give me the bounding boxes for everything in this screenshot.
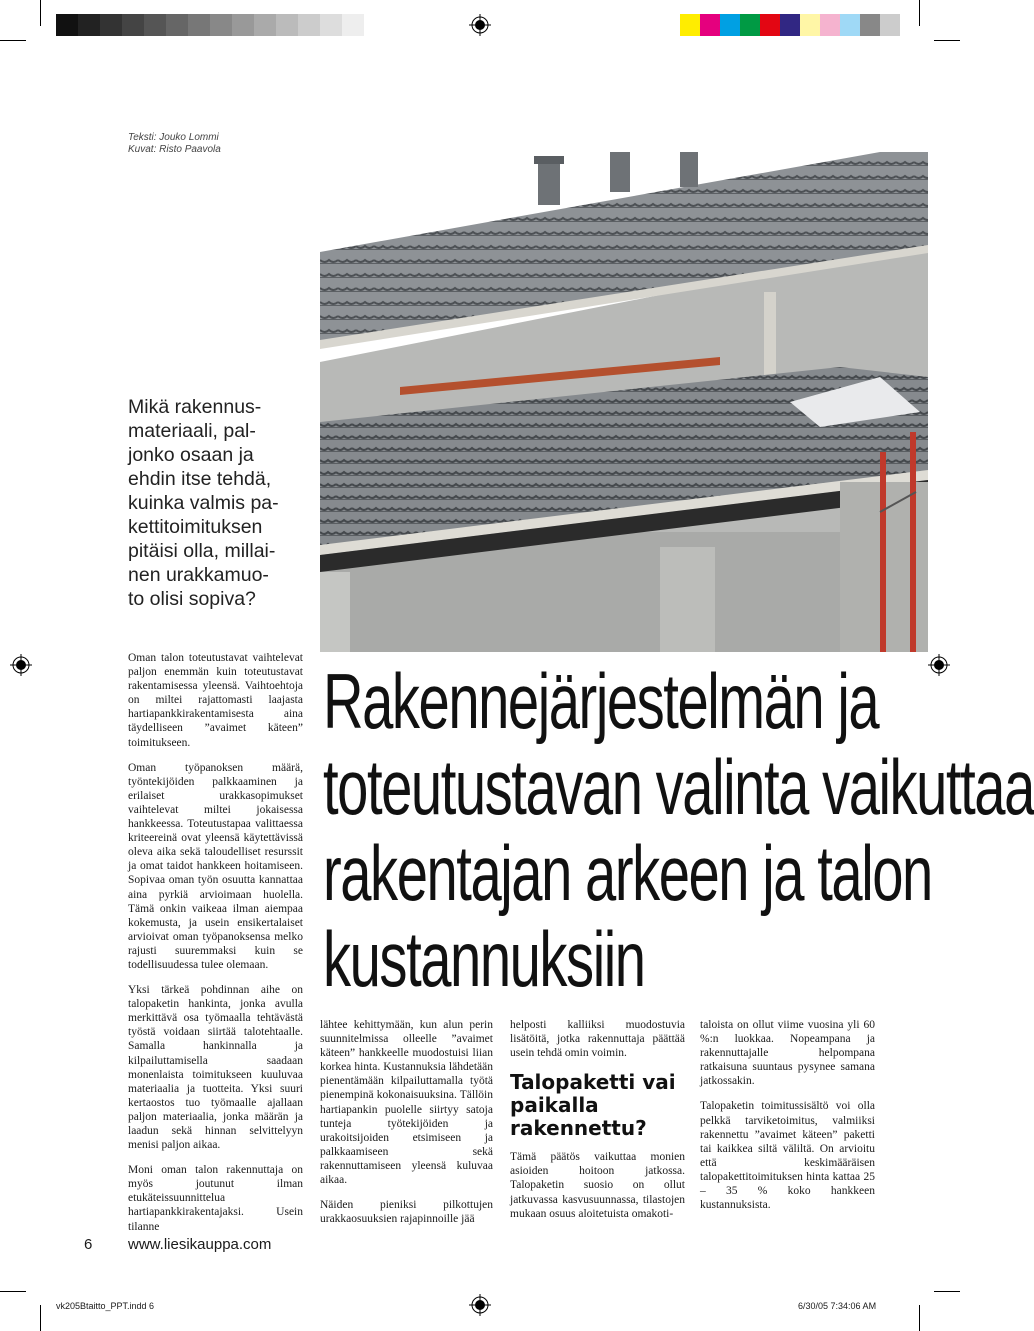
headline-line: kustannuksiin — [323, 915, 645, 1003]
paragraph: Oman työpanoksen määrä, työntekijöiden palkkaaminen ja erilaiset urakkasopimukset vaihtelevat miltei jokaisessa hankkeessa. Toteutustapaa valittaessa kriteereinä ovat yleensä käytettävissä oleva aika sekä taloudelliset resurssit ja omat taidot hankkeen hoitamiseen. Sopivaa oman työn osuutta kannattaa aina pyrkiä arvioimaan huolella. Tämä onkin vaikeaa ilman aiempaa kokemusta, ja usein ensikertalaiset arvioivat oman työpanoksensa melko rajusti suuremmaksi kuin se todellisuudessa tulee olemaan. — [128, 761, 303, 971]
slug-filename: vk205Btaitto_PPT.indd 6 — [56, 1301, 155, 1311]
lead-line: pitäisi olla, millai- — [128, 540, 276, 562]
website-url: www.liesikauppa.com — [128, 1236, 272, 1253]
photo-credit: Kuvat: Risto Paavola — [128, 144, 221, 155]
lead-paragraph — [128, 395, 303, 611]
paragraph: Moni oman talon rakennuttaja on myös joutunut ilman etukäteissuunnittelua hartiapankkirakentajaksi. Usein tilanne — [128, 1164, 303, 1233]
paragraph: Yksi tärkeä pohdinnan aihe on talopaketin hankinta, jonka avulla merkittävä osa työmaalla tehtävästä työstä voidaan siirtää talotehtaalle. Samalla hankinnalla ja kilpailuttamisella saadaan monenlaista toimitukseen kuuluvaa materiaalia ja tuotteita. Yksi suuri kertaostos tuo työmaalle ajallaan paljon materiaalia, jonka määrän ja laadun sekä hinnan selvittelyyn menisi paljon aikaa. — [128, 984, 303, 1152]
paragraph: helposti kalliiksi muodostuvia lisätöitä, jotka rakennuttaja päättää usein tehdä omin voimin. — [510, 1019, 685, 1060]
paragraph: Tämä päätös vaikuttaa monien asioiden hoitoon jatkossa. Talopaketin suosio on ollut jatkuvassa kasvusuunnassa, tilastojen mukaan osuus aloitetuista omakoti- — [510, 1151, 685, 1220]
headline — [323, 657, 1034, 1013]
paragraph: Näiden pieniksi pilkottujen urakkaosuuksien rajapinnoille jää — [320, 1199, 493, 1226]
lead-line: kuinka valmis pa- — [128, 492, 279, 514]
registration-mark-right — [928, 654, 950, 676]
lead-line: ehdin itse tehdä, — [128, 468, 272, 490]
body-column-1 — [128, 651, 303, 1245]
paragraph: Oman talon toteutustavat vaihtelevat paljon enemmän kuin toteutustavat rakentamisessa yleensä. Vaihtoehtoja on miltei rajattomasti laajasta hartiapankkirakentamisesta aina täydelliseen ”avaimet käteen” toimitukseen. — [128, 652, 303, 749]
lead-line: jonko osaan ja — [128, 444, 254, 466]
text-credit: Teksti: Jouko Lommi — [128, 132, 219, 143]
body-column-2 — [320, 1018, 493, 1237]
lead-line: kettitoimituksen — [128, 516, 263, 538]
headline-line: toteutustavan valinta vaikuttaa — [323, 743, 1034, 831]
slug-datetime: 6/30/05 7:34:06 AM — [798, 1301, 877, 1311]
paragraph: taloista on ollut viime vuosina yli 60 %:n luokkaa. Nopeampana ja rakennuttajalle helpompana ratkaisuna suuntaus pysynee samana jatkossakin. — [700, 1019, 875, 1088]
article-credits — [128, 132, 221, 156]
lead-line: to olisi sopiva? — [128, 588, 256, 610]
lead-line: nen urakkamuo- — [128, 564, 269, 586]
body-column-4 — [700, 1018, 875, 1223]
lead-line: materiaali, pal- — [128, 420, 256, 442]
registration-mark-top — [469, 14, 491, 36]
body-column-3 — [510, 1018, 685, 1232]
headline-line: Rakennejärjestelmän ja — [323, 657, 879, 745]
subheading: Talopaketti vai paikalla rakennettu? — [510, 1070, 676, 1141]
paragraph: lähtee kehittymään, kun alun perin suunnitelmissa olleelle ”avaimet käteen” hankkeelle muodostuisi liian korkea hinta. Kustannuksia lähdetään pienentämään kilpailuttamalla työtä pienempinä kokonaisuuksina. Tällöin hartiapankin puolelle siirtyy satoja tunteja työtekijöiden ja urakoitsijoiden etsimiseen ja palkkaamiseen sekä rakennuttamiseen yleensä kuluvaa aikaa. — [320, 1019, 493, 1187]
lead-line: Mikä rakennus- — [128, 396, 262, 418]
headline-line: rakentajan arkeen ja talon — [323, 829, 932, 917]
paragraph: Talopaketin toimitussisältö voi olla pelkkä tarviketoimitus, valmiiksi rakennettu ”avaimet käteen” paketti tai kaikkea siltä väliltä. On arvioitu että keskimääräisen talopakettitoimituksen hinta kattaa 25 – 35 % koko hankkeen kustannuksista. — [700, 1100, 875, 1212]
registration-mark-bottom — [469, 1294, 491, 1316]
page-number: 6 — [84, 1236, 93, 1253]
registration-mark-left — [10, 654, 32, 676]
roof-photo — [320, 152, 928, 652]
